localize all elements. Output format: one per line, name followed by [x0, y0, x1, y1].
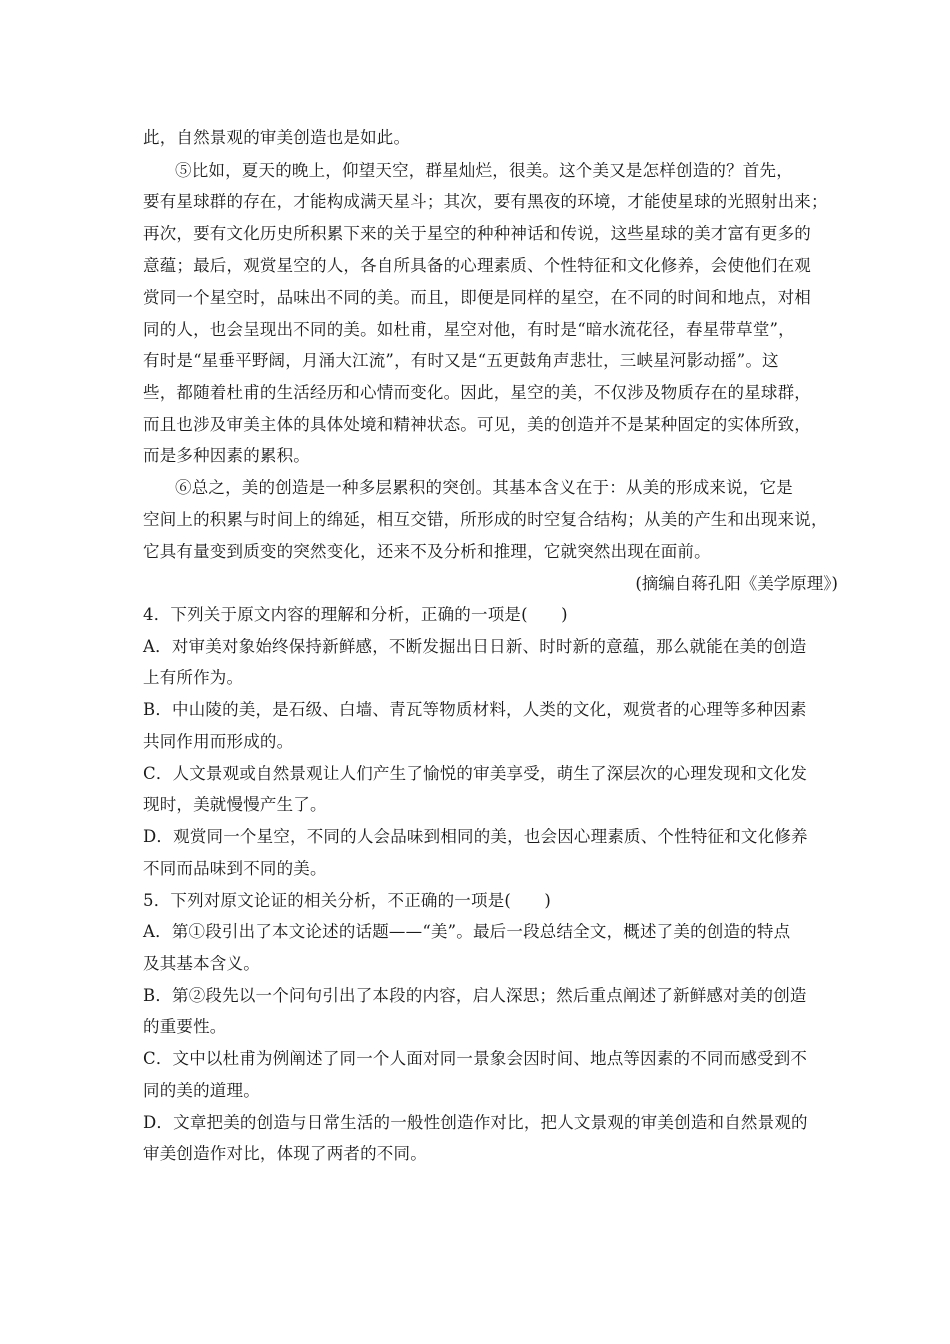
- passage-source: (摘编自蒋孔阳《美学原理》): [635, 574, 838, 593]
- question-5-option-d: D．文章把美的创造与日常生活的一般性创造作对比，把人文景观的审美创造和自然景观的: [143, 1113, 808, 1132]
- question-5-stem: 5．下列对原文论证的相关分析，不正确的一项是( ): [143, 891, 552, 910]
- question-4-option-c: C．人文景观或自然景观让人们产生了愉悦的审美享受，萌生了深层次的心理发现和文化发: [143, 764, 808, 783]
- question-5-option-b: 的重要性。: [143, 1017, 227, 1036]
- passage-line: 它具有量变到质变的突然变化，还来不及分析和推理，它就突然出现在面前。: [143, 542, 711, 561]
- passage-line: 而是多种因素的累积。: [143, 446, 310, 465]
- question-4-option-c: 现时，美就慢慢产生了。: [143, 795, 327, 814]
- question-4-option-a: 上有所作为。: [143, 668, 244, 687]
- passage-line: 此，自然景观的审美创造也是如此。: [143, 128, 411, 147]
- passage-line: 赏同一个星空时，品味出不同的美。而且，即便是同样的星空，在不同的时间和地点，对相: [143, 288, 811, 307]
- question-4-option-d: D．观赏同一个星空，不同的人会品味到相同的美，也会因心理素质、个性特征和文化修养: [143, 827, 808, 846]
- question-5-option-d: 审美创造作对比，体现了两者的不同。: [143, 1144, 427, 1163]
- question-5-option-c: C．文中以杜甫为例阐述了同一个人面对同一景象会因时间、地点等因素的不同而感受到不: [143, 1049, 808, 1068]
- passage-line: 意蕴；最后，观赏星空的人，各自所具备的心理素质、个性特征和文化修养，会使他们在观: [143, 256, 811, 275]
- question-4-stem: 4．下列关于原文内容的理解和分析，正确的一项是( ): [143, 605, 568, 624]
- passage-line: 同的人，也会呈现出不同的美。如杜甫，星空对他，有时是“暗水流花径，春星带草堂”，: [143, 320, 795, 339]
- passage-line: 再次，要有文化历史所积累下来的关于星空的种种神话和传说，这些星球的美才富有更多的: [143, 224, 811, 243]
- question-5-option-c: 同的美的道理。: [143, 1081, 260, 1100]
- question-5-option-b: B．第②段先以一个问句引出了本段的内容，启人深思；然后重点阐述了新鲜感对美的创造: [143, 986, 807, 1005]
- question-4-option-a: A．对审美对象始终保持新鲜感，不断发掘出日日新、时时新的意蕴，那么就能在美的创造: [143, 637, 807, 656]
- passage-line: 些，都随着杜甫的生活经历和心情而变化。因此，星空的美，不仅涉及物质存在的星球群，: [143, 383, 811, 402]
- question-4-option-b: 共同作用而形成的。: [143, 732, 294, 751]
- passage-line: 空间上的积累与时间上的绵延，相互交错，所形成的时空复合结构；从美的产生和出现来说，: [143, 510, 828, 529]
- question-5-option-a: A．第①段引出了本文论述的话题——“美”。最后一段总结全文，概述了美的创造的特点: [143, 922, 791, 941]
- passage-line: ⑤比如，夏天的晚上，仰望天空，群星灿烂，很美。这个美又是怎样创造的？首先，: [175, 161, 793, 180]
- question-4-option-d: 不同而品味到不同的美。: [143, 859, 327, 878]
- question-5-option-a: 及其基本含义。: [143, 954, 260, 973]
- passage-line: 要有星球群的存在，才能构成满天星斗；其次，要有黑夜的环境，才能使星球的光照射出来；: [143, 192, 828, 211]
- passage-line: 而且也涉及审美主体的具体处境和精神状态。可见，美的创造并不是某种固定的实体所致，: [143, 415, 811, 434]
- passage-line: 有时是“星垂平野阔，月涌大江流”，有时又是“五更鼓角声悲壮，三峡星河影动摇”。这: [143, 351, 779, 370]
- question-4-option-b: B．中山陵的美，是石级、白墙、青瓦等物质材料，人类的文化，观赏者的心理等多种因素: [143, 700, 807, 719]
- passage-line: ⑥总之，美的创造是一种多层累积的突创。其基本含义在于：从美的形成来说，它是: [175, 478, 793, 497]
